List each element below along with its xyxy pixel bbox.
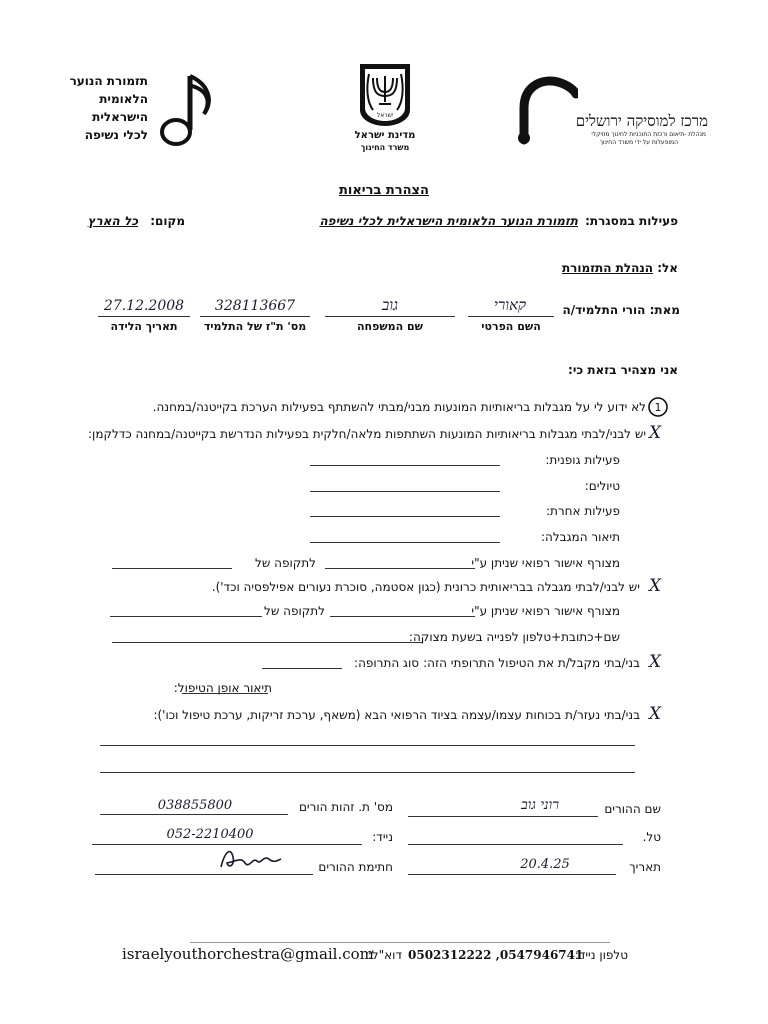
music-center-name: מרכז למוסיקה ירושלים xyxy=(575,112,708,130)
family-name-value: גוב xyxy=(381,296,399,314)
to-label: אל: xyxy=(657,261,678,275)
student-id-caption: מס' ת"ז של התלמיד xyxy=(203,320,307,333)
student-id-value: 328113667 xyxy=(214,298,296,314)
item-1-text: לא ידוע לי על מגבלות בריאותיות המונעות מבני/מבתי להשתתף בפעילות הערכת בקייטנה/במחנה. xyxy=(152,400,646,414)
from-label: מאת: הורי התלמיד/ה xyxy=(562,303,680,317)
music-center-logo xyxy=(514,76,578,146)
framework-value: תזמורת הנוער הלאומית הישראלית לכלי נשיפה xyxy=(319,214,578,228)
orchestra-line-2: הלאומית xyxy=(99,92,148,106)
item-4-text: בני/בתי מקבל/ת את הטיפול התרופתי הזה: xyxy=(423,656,640,670)
parent-signature xyxy=(215,843,285,875)
mobile-value: 052-2210400 xyxy=(166,827,254,842)
music-note-logo xyxy=(150,72,216,152)
birth-date-caption: תאריך הלידה xyxy=(110,320,178,333)
item-3-text: יש לבני/לבתי מגבלה בבריאותית כרונית (כגון אסטמה, סוכרת נעורים אפילפסיה וכד'). xyxy=(211,580,640,594)
ministry-line-2: משרד החינוך xyxy=(360,143,410,152)
period-label-2: לתקופה של xyxy=(264,604,325,618)
orchestra-line-1: תזמורת הנוער xyxy=(69,74,148,88)
footer-email-label: דוא"ל: xyxy=(367,948,402,962)
medication-type-label: סוג התרופה: xyxy=(354,656,419,670)
footer-phones: 0502312222 ,0547946741 xyxy=(408,948,584,962)
parent-name-label: שם ההורים xyxy=(604,802,661,816)
cross-mark-icon: X xyxy=(649,576,662,596)
physical-activity-label: פעילות גופנית: xyxy=(545,453,620,467)
parent-id-value: 038855800 xyxy=(157,798,233,813)
signature-label: חתימת ההורים xyxy=(318,860,393,874)
date-label: תאריך xyxy=(629,860,661,874)
mobile-label: נייד: xyxy=(372,830,393,844)
treatment-desc-label: תיאור אופן הטיפול: xyxy=(173,681,272,695)
period-label-1: לתקופה של xyxy=(255,556,316,570)
framework-label: פעילות במסגרת: xyxy=(585,214,678,228)
footer-phone-label: טלפון נייד: xyxy=(574,948,628,962)
circled-number: 1 xyxy=(654,401,662,414)
item-5-text: בני/בתי נעזר/ת בכוחות עצמו/עצמה בציוד הרפואי הבא (משאף, ערכת זריקות, ערכת טיפול וכו'): xyxy=(153,708,640,722)
cross-mark-icon: X xyxy=(649,652,662,672)
parent-name-value: רוני גוב xyxy=(520,797,560,813)
music-center-sub-2: המופעלות על ידי משרד החינוך xyxy=(599,139,678,146)
music-center-sub-1: מנהלת -תיאום ורכזת התוכניות לחינוך מוזיקלי xyxy=(591,131,706,138)
item-2-text: יש לבני/לבתי מגבלות בריאותיות המונעות השתתפות מלאה/חלקית בפעילות הנדרשת בקייטנה/במחנה כדלקמן: xyxy=(88,427,646,441)
trips-label: טיולים: xyxy=(584,479,620,493)
ministry-line-1: מדינת ישראל xyxy=(354,130,416,141)
place-label: מקום: xyxy=(150,214,185,228)
page-title: הצהרת בריאות xyxy=(339,183,429,198)
to-value: הנהלת התזמורת xyxy=(561,261,653,275)
place-value: כל הארץ xyxy=(87,214,138,228)
medical-doc-label-2: מצורף אישור רפואי שניתן ע"י xyxy=(471,604,620,618)
first-name-caption: השם הפרטי xyxy=(481,320,541,333)
cross-mark-icon: X xyxy=(649,704,662,724)
orchestra-line-4: לכלי נשיפה xyxy=(84,128,148,142)
tel-label: טל. xyxy=(642,830,661,844)
family-name-caption: שם המשפחה xyxy=(356,320,424,333)
parent-id-label: מס' ת. זהות הורים xyxy=(298,800,393,814)
birth-date-value: 27.12.2008 xyxy=(103,298,185,314)
limitation-desc-label: תיאור המגבלה: xyxy=(540,530,620,544)
orchestra-line-3: הישראלית xyxy=(92,110,148,124)
date-value: 20.4.25 xyxy=(520,857,570,872)
emergency-contact-label: שם+כתובת+טלפון לפנייה בשעת מצוקה: xyxy=(408,630,620,644)
cross-mark-icon: X xyxy=(649,423,662,443)
other-activity-label: פעילות אחרת: xyxy=(545,504,620,518)
emblem-text: ישראל xyxy=(376,112,394,119)
medical-doc-label-1: מצורף אישור רפואי שניתן ע"י xyxy=(471,556,620,570)
declaration-heading: אני מצהיר בזאת כי: xyxy=(568,363,678,377)
first-name-value: קאורי xyxy=(493,296,527,314)
orchestra-name xyxy=(70,72,148,144)
state-emblem xyxy=(357,62,413,128)
footer-email[interactable]: israelyouthorchestra@gmail.com xyxy=(122,945,374,963)
circle-mark-icon xyxy=(647,396,669,418)
